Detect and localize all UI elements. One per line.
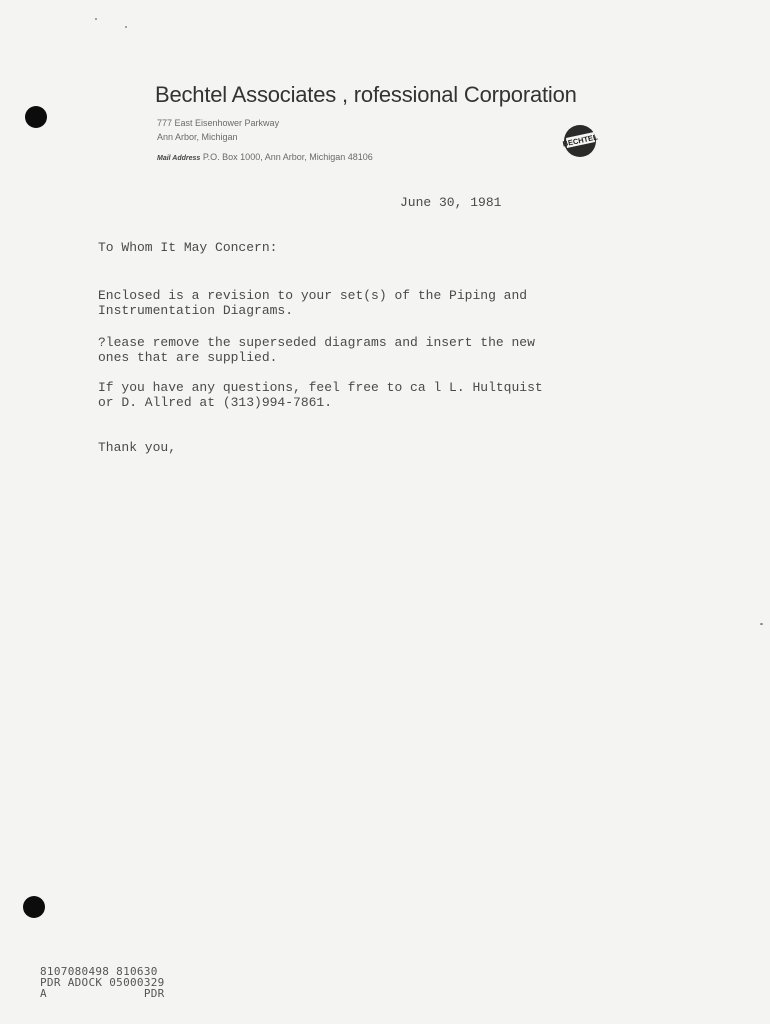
letter-closing: Thank you,: [98, 440, 177, 455]
punch-hole-bottom: [23, 896, 45, 918]
document-control-stamp: [40, 966, 165, 999]
letterhead-mail-address-row: [157, 152, 373, 162]
scan-speck: [125, 26, 127, 28]
scan-speck: [760, 623, 763, 625]
scan-speck: [95, 18, 97, 20]
letterhead-mail-label: Mail Address: [157, 155, 201, 162]
bechtel-logo: [560, 120, 600, 160]
letter-paragraph-3: If you have any questions, feel free to ca l L. Hultquist or D. Allred at (313)994-7861.: [98, 380, 543, 410]
letterhead-address-line1: 777 East Eisenhower Parkway: [157, 118, 280, 128]
bechtel-logo-text: BECHTEL: [561, 132, 599, 149]
letterhead-mail-address: P.O. Box 1000, Ann Arbor, Michigan 48106: [202, 152, 373, 162]
stamp-line-3: A PDR: [40, 987, 165, 1000]
stamp-line-1: 8107080498 810630: [40, 965, 158, 978]
letter-paragraph-1: Enclosed is a revision to your set(s) of the Piping and Instrumentation Diagrams.: [98, 288, 528, 318]
letter-date: June 30, 1981: [400, 195, 502, 210]
stamp-line-2: PDR ADOCK 05000329: [40, 976, 165, 989]
letter-salutation: To Whom It May Concern:: [98, 240, 278, 255]
letterhead-company-name: Bechtel Associates , rofessional Corporation: [155, 82, 577, 107]
letterhead-address-line2: Ann Arbor, Michigan: [157, 132, 238, 142]
punch-hole-top: [25, 106, 47, 128]
letter-paragraph-2: ?lease remove the superseded diagrams and insert the new ones that are supplied.: [98, 335, 535, 365]
